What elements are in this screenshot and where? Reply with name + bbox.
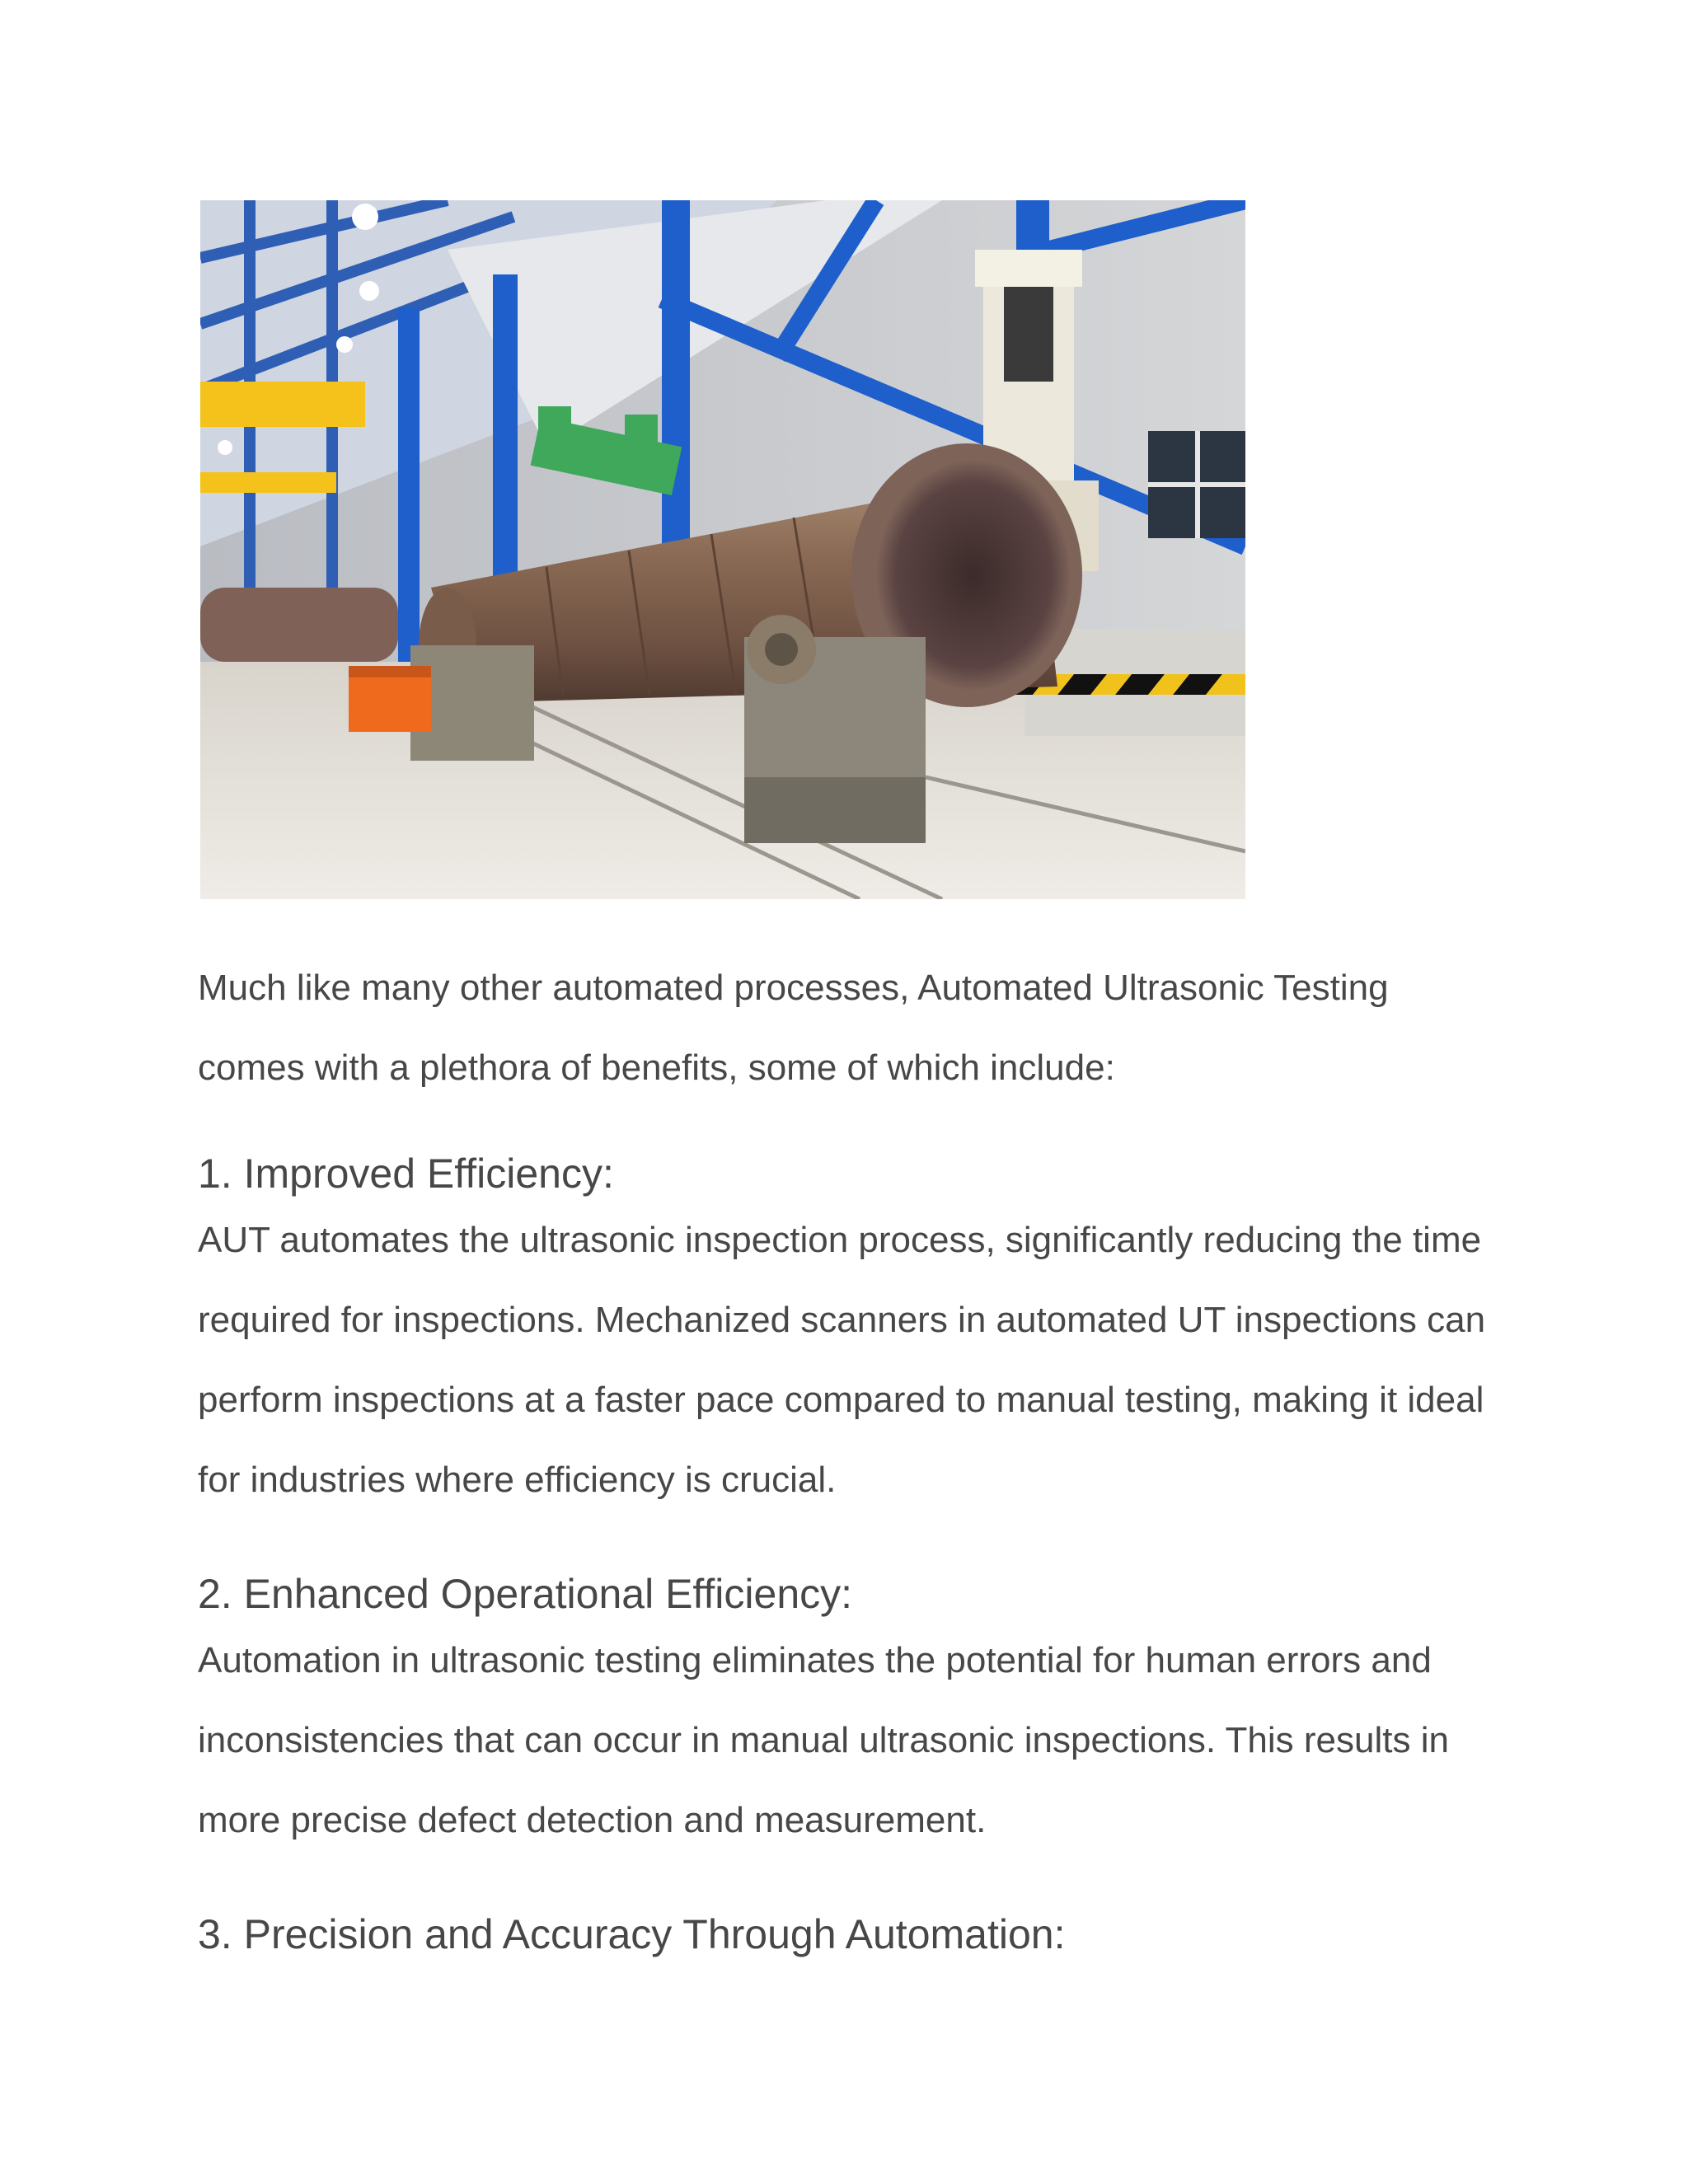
factory-pipe-illustration (200, 200, 1245, 899)
section-heading-improved-efficiency: 1. Improved Efficiency: (198, 1151, 614, 1197)
section-heading-precision-accuracy: 3. Precision and Accuracy Through Automation: (198, 1911, 1066, 1957)
section-heading-operational-efficiency: 2. Enhanced Operational Efficiency: (198, 1571, 853, 1617)
article-content (198, 948, 1500, 1959)
intro-paragraph: Much like many other automated processes, Automated Ultrasonic Testing comes with a plethora of benefits, some of which include: (198, 968, 1389, 1088)
industrial-pipe-photo (200, 200, 1245, 899)
section-body-improved-efficiency: AUT automates the ultrasonic inspection process, significantly reducing the time required for inspections. Mechanized scanners in automated UT inspections can perform inspections at a faster pace compared to manual testing, making it ideal for industries where efficiency is crucial. (198, 1220, 1486, 1500)
section-body-operational-efficiency: Automation in ultrasonic testing eliminates the potential for human errors and inconsistencies that can occur in manual ultrasonic inspections. This results in more precise defect detection and measurement. (198, 1640, 1449, 1840)
